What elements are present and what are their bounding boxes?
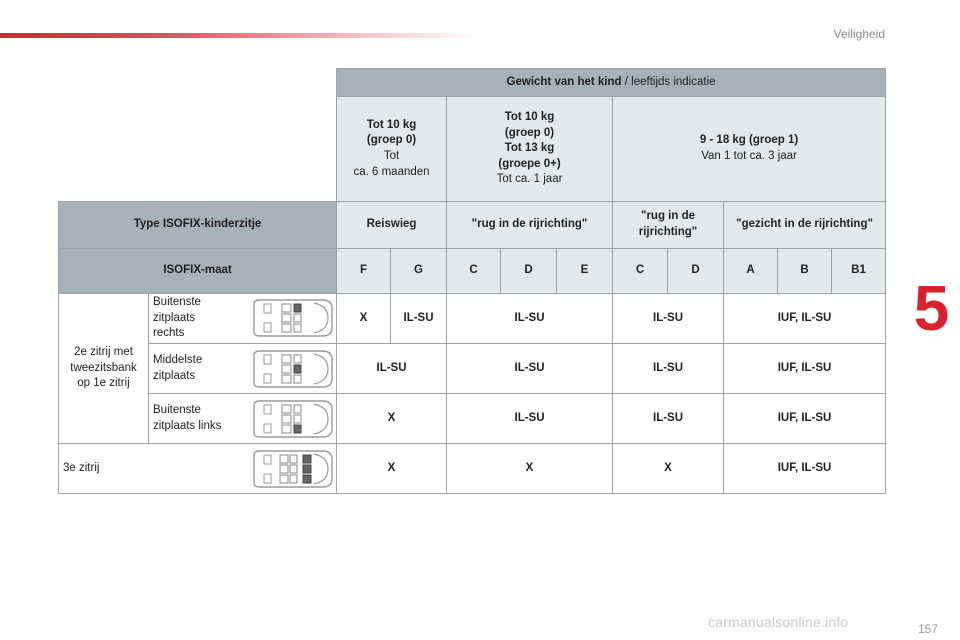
weight-header-rest: / leeftijds indicatie bbox=[621, 75, 716, 88]
cell-value: IL-SU bbox=[613, 294, 724, 344]
cell-value: X bbox=[337, 394, 447, 444]
size-cell: C bbox=[613, 249, 668, 294]
cell-value: IL-SU bbox=[391, 294, 447, 344]
cell-value: IUF, IL-SU bbox=[724, 344, 886, 394]
row-label: 3e zitrij bbox=[63, 461, 100, 474]
cell-value: X bbox=[337, 294, 391, 344]
weight-group-1 bbox=[447, 97, 613, 202]
row-label-cell bbox=[149, 394, 337, 444]
weight-header bbox=[337, 69, 886, 97]
cell-value: IL-SU bbox=[337, 344, 447, 394]
weight-group-1-bold: Tot 10 kg (groep 0) Tot 13 kg (groepe 0+) bbox=[498, 111, 561, 170]
weight-group-0-bold: Tot 10 kg (groep 0) bbox=[366, 118, 417, 147]
row-label-cell bbox=[149, 344, 337, 394]
cell-value: IUF, IL-SU bbox=[724, 394, 886, 444]
row-label-cell bbox=[59, 444, 337, 494]
blank-cell bbox=[59, 69, 337, 97]
row-group-label: 2e zitrij met tweezitsbank op 1e zitrij bbox=[59, 294, 149, 444]
row-label: Buitenste zitplaats rechts bbox=[153, 296, 201, 340]
van-seat-right-icon bbox=[248, 298, 334, 338]
cell-value: IL-SU bbox=[613, 394, 724, 444]
size-cell: B bbox=[778, 249, 832, 294]
cell-value: IUF, IL-SU bbox=[724, 294, 886, 344]
size-label: ISOFIX-maat bbox=[59, 249, 337, 294]
size-cell: C bbox=[447, 249, 501, 294]
section-title: Veiligheid bbox=[833, 27, 885, 41]
blank-cell bbox=[59, 97, 337, 202]
page-number: 157 bbox=[917, 622, 938, 636]
weight-header-bold: Gewicht van het kind bbox=[506, 75, 622, 88]
cell-value: IL-SU bbox=[447, 294, 613, 344]
row-label-cell bbox=[149, 294, 337, 344]
cell-value: X bbox=[613, 444, 724, 494]
type-forward-facing: "gezicht in de rijrichting" bbox=[724, 202, 886, 249]
size-cell: E bbox=[557, 249, 613, 294]
size-cell: D bbox=[501, 249, 557, 294]
type-rear-facing-b: "rug in de rijrichting" bbox=[613, 202, 724, 249]
cell-value: X bbox=[337, 444, 447, 494]
size-cell: F bbox=[337, 249, 391, 294]
header-accent-bar bbox=[0, 33, 480, 38]
cell-value: IUF, IL-SU bbox=[724, 444, 886, 494]
size-cell: A bbox=[724, 249, 778, 294]
van-third-row-icon bbox=[248, 449, 334, 489]
type-reiswieg: Reiswieg bbox=[337, 202, 447, 249]
size-cell: D bbox=[668, 249, 724, 294]
cell-value: IL-SU bbox=[613, 344, 724, 394]
weight-group-1-normal: Tot ca. 1 jaar bbox=[496, 173, 563, 186]
row-label: Buitenste zitplaats links bbox=[153, 403, 222, 432]
weight-group-2 bbox=[613, 97, 886, 202]
row-label: Middelste zitplaats bbox=[153, 353, 203, 382]
weight-group-2-bold: 9 - 18 kg (groep 1) bbox=[699, 134, 799, 147]
type-rear-facing-a: "rug in de rijrichting" bbox=[447, 202, 613, 249]
type-label: Type ISOFIX-kinderzitje bbox=[59, 202, 337, 249]
chapter-number: 5 bbox=[903, 268, 960, 348]
van-seat-left-icon bbox=[248, 399, 334, 439]
cell-value: X bbox=[447, 444, 613, 494]
watermark: carmanualsonline.info bbox=[708, 614, 849, 630]
van-seat-middle-icon bbox=[248, 349, 334, 389]
cell-value: IL-SU bbox=[447, 394, 613, 444]
weight-group-0-normal: Tot ca. 6 maanden bbox=[353, 150, 430, 178]
cell-value: IL-SU bbox=[447, 344, 613, 394]
size-cell: B1 bbox=[832, 249, 886, 294]
weight-group-0 bbox=[337, 97, 447, 202]
weight-group-2-normal: Van 1 tot ca. 3 jaar bbox=[701, 150, 797, 162]
isofix-table bbox=[58, 68, 886, 494]
size-cell: G bbox=[391, 249, 447, 294]
